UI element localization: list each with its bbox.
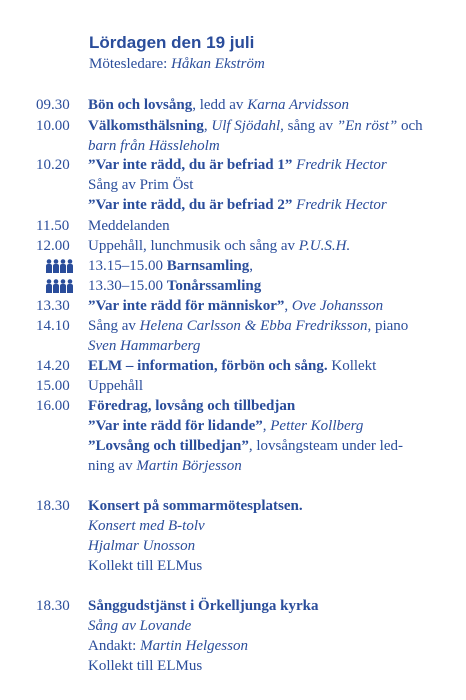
text-segment: Kollekt xyxy=(327,358,377,374)
text-segment: 13.30–15.00 xyxy=(88,278,167,294)
text-segment: Kollekt till ELMus xyxy=(88,658,203,674)
text-segment: Hjalmar Unosson xyxy=(88,538,196,554)
schedule-time: 10.20 xyxy=(36,157,70,173)
text-segment: Martin Helgesson xyxy=(140,638,248,654)
text-segment: , sång av xyxy=(280,118,337,134)
text-segment: ”En röst” xyxy=(336,118,398,134)
text-segment: Konsert med B-tolv xyxy=(88,518,205,534)
text-segment: Konsert på sommarmötesplatsen. xyxy=(88,498,303,514)
text-segment: Bön och lovsång xyxy=(88,97,193,113)
text-segment: Petter Kollberg xyxy=(270,418,364,434)
schedule-description xyxy=(88,216,460,236)
description-line xyxy=(88,236,460,256)
schedule-description xyxy=(88,396,460,476)
description-line xyxy=(88,356,460,376)
description-line xyxy=(88,95,460,115)
text-segment: och xyxy=(397,118,423,134)
description-line xyxy=(88,276,460,296)
description-line xyxy=(88,436,460,456)
description-line xyxy=(88,496,460,516)
meeting-leader-label: Mötesledare: xyxy=(89,56,168,72)
text-segment: ”Var inte rädd för människor” xyxy=(88,298,285,314)
text-segment: ”Var inte rädd, du är befriad 2” xyxy=(88,197,293,213)
text-segment: Andakt: xyxy=(88,638,141,654)
text-segment: , piano xyxy=(367,318,409,334)
text-segment: , ledd av xyxy=(192,97,248,113)
schedule-time: 12.00 xyxy=(36,238,70,254)
schedule-time: 14.20 xyxy=(36,358,70,374)
text-segment: Sång av xyxy=(88,318,140,334)
text-segment: 13.15–15.00 xyxy=(88,258,167,274)
description-line xyxy=(88,616,460,636)
text-segment: Sven Hammarberg xyxy=(88,338,201,354)
text-segment: Martin Börjesson xyxy=(136,458,242,474)
meeting-leader xyxy=(89,54,265,74)
text-segment: ELM – information, förbön och sång. xyxy=(88,358,328,374)
schedule-time: 18.30 xyxy=(36,598,70,614)
schedule-time: 10.00 xyxy=(36,118,70,134)
text-segment: Helena Carlsson & Ebba Fredriksson xyxy=(139,318,368,334)
text-segment: Ove Johansson xyxy=(291,298,384,314)
description-line xyxy=(88,536,460,556)
description-line xyxy=(88,316,460,336)
text-segment: , lovsångsteam under led- xyxy=(248,438,403,454)
text-segment: Sång av Lovande xyxy=(88,618,192,634)
schedule-time: 15.00 xyxy=(36,378,70,394)
schedule-description xyxy=(88,155,460,215)
schedule-description xyxy=(88,236,460,256)
schedule-description xyxy=(88,496,460,576)
description-line xyxy=(88,155,460,175)
description-line xyxy=(88,376,460,396)
page-title: Lördagen den 19 juli xyxy=(89,33,255,52)
text-segment: ”Var inte rädd, du är befriad 1” xyxy=(88,157,293,173)
text-segment: Uppehåll, lunchmusik och sång av xyxy=(88,238,299,254)
description-line xyxy=(88,456,460,476)
schedule-time: 14.10 xyxy=(36,318,70,334)
text-segment: ”Var inte rädd för lidande” xyxy=(88,418,263,434)
text-segment: Sånggudstjänst i Örkelljunga kyrka xyxy=(88,598,319,614)
text-segment: barn från Hässleholm xyxy=(88,138,220,154)
description-line xyxy=(88,416,460,436)
description-line xyxy=(88,256,460,276)
description-line xyxy=(88,216,460,236)
text-segment: Fredrik Hector xyxy=(296,197,387,213)
text-segment: , xyxy=(262,418,271,434)
text-segment: ”Lovsång och tillbedjan” xyxy=(88,438,249,454)
schedule-description xyxy=(88,256,460,276)
description-line xyxy=(88,195,460,215)
description-line xyxy=(88,296,460,316)
schedule-header xyxy=(89,32,265,74)
description-line xyxy=(88,175,460,195)
schedule-description xyxy=(88,95,460,115)
text-segment: , xyxy=(284,298,292,314)
schedule-description xyxy=(88,376,460,396)
description-line xyxy=(88,596,460,616)
schedule-description xyxy=(88,296,460,316)
schedule-time: 09.30 xyxy=(36,97,70,113)
text-segment: Karna Arvidsson xyxy=(247,97,350,113)
schedule-time: 16.00 xyxy=(36,398,70,414)
schedule-time: 11.50 xyxy=(36,218,70,234)
text-segment: Föredrag, lovsång och tillbedjan xyxy=(88,398,296,414)
meeting-leader-name: Håkan Ekström xyxy=(171,56,265,72)
text-segment: Barnsamling xyxy=(166,258,250,274)
description-line xyxy=(88,136,460,156)
description-line xyxy=(88,636,460,656)
description-line xyxy=(88,336,460,356)
text-segment: Kollekt till ELMus xyxy=(88,558,203,574)
description-line xyxy=(88,656,460,676)
text-segment: , xyxy=(203,118,212,134)
text-segment: Fredrik Hector xyxy=(296,157,387,173)
description-line xyxy=(88,516,460,536)
text-segment: Tonårssamling xyxy=(166,278,262,294)
schedule-description xyxy=(88,356,460,376)
schedule-time: 13.30 xyxy=(36,298,70,314)
text-segment: Meddelanden xyxy=(88,218,170,234)
schedule-time: 18.30 xyxy=(36,498,70,514)
text-segment: Välkomsthälsning xyxy=(88,118,204,134)
text-segment: Sång av Prim Öst xyxy=(88,177,194,193)
people-icon xyxy=(45,279,75,293)
text-segment: P.U.S.H. xyxy=(298,238,351,254)
text-segment: , xyxy=(249,258,254,274)
schedule-description xyxy=(88,596,460,676)
schedule-description xyxy=(88,116,460,156)
description-line xyxy=(88,556,460,576)
description-line xyxy=(88,396,460,416)
text-segment: ning av xyxy=(88,458,137,474)
schedule-description xyxy=(88,316,460,356)
description-line xyxy=(88,116,460,136)
schedule-description xyxy=(88,276,460,296)
text-segment: Ulf Sjödahl xyxy=(211,118,281,134)
text-segment: Uppehåll xyxy=(88,378,143,394)
people-icon xyxy=(45,259,75,273)
